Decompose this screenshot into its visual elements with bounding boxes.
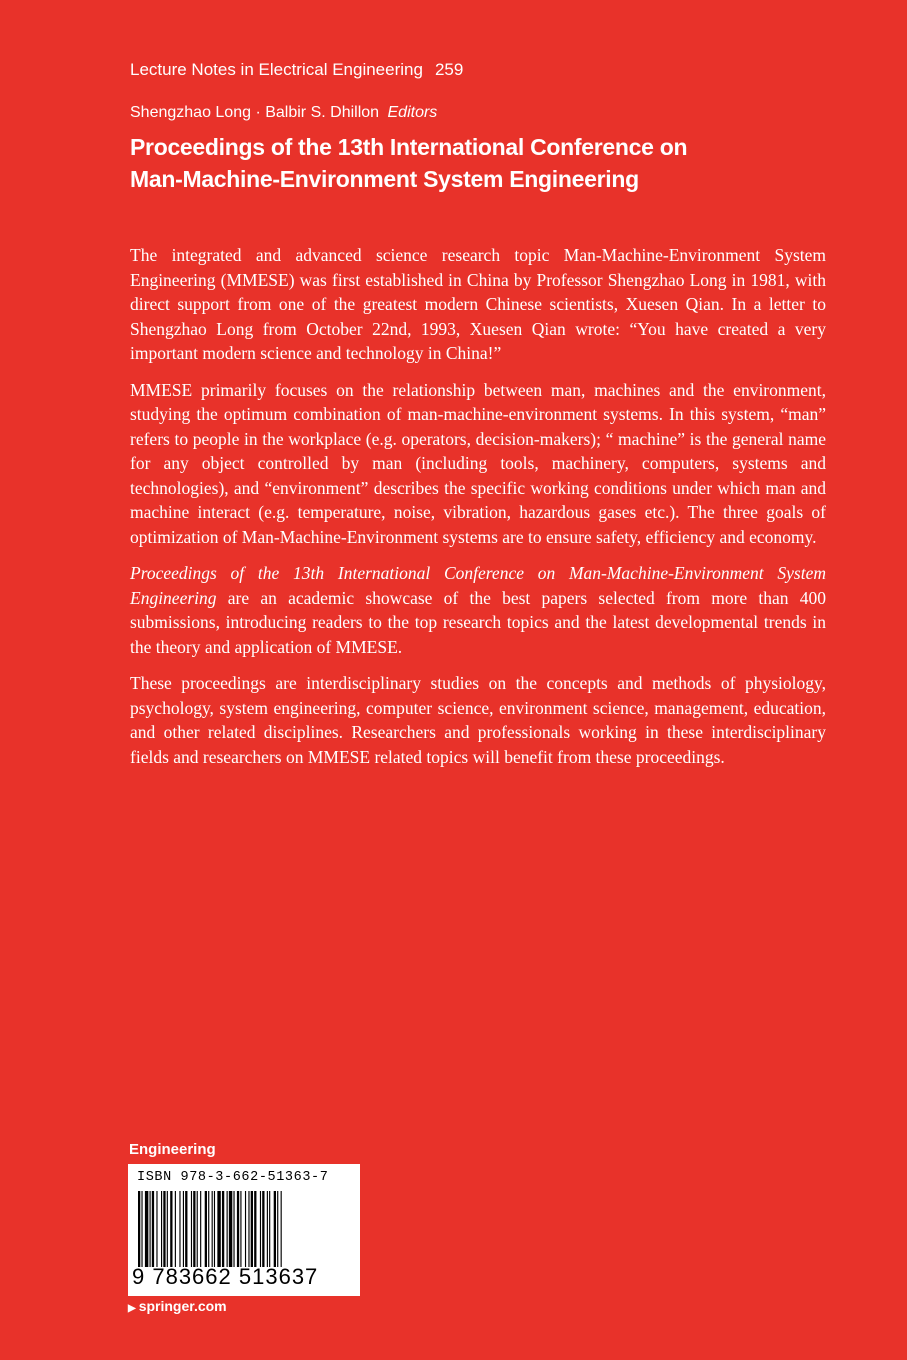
barcode-bar (183, 1191, 184, 1267)
editor-role: Editors (387, 104, 438, 121)
barcode-bar (251, 1191, 253, 1267)
barcode-bar (156, 1191, 157, 1267)
series-number: 259 (434, 60, 464, 79)
barcode-bar (229, 1191, 232, 1267)
barcode-bar (274, 1191, 276, 1267)
barcode-bar (152, 1191, 154, 1267)
barcode-bar (170, 1191, 172, 1267)
barcode-bar (212, 1191, 213, 1267)
isbn-label: ISBN 978-3-662-51363-7 (137, 1170, 329, 1185)
barcode-bar (205, 1191, 207, 1267)
series-name: Lecture Notes in Electrical Engineering (130, 60, 423, 79)
barcode-bar (138, 1191, 140, 1267)
barcode-bar (214, 1191, 215, 1267)
barcode-bars (138, 1191, 348, 1267)
blurb-paragraph-3-rest: are an academic showcase of the best papers selected from more than 400 submissions, introducing readers to the top research topics and the latest developmental trends in the theory and application of MMESE. (130, 587, 826, 657)
barcode-bar (262, 1191, 264, 1267)
barcode-bar (150, 1191, 151, 1267)
barcode-bar (200, 1191, 201, 1267)
arrow-right-icon: ▶ (128, 1303, 136, 1314)
barcode-bar (227, 1191, 228, 1267)
barcode-bar (245, 1191, 246, 1267)
barcode-bar (175, 1191, 176, 1267)
editor-names: Shengzhao Long · Balbir S. Dhillon (130, 104, 380, 121)
barcode-bar (161, 1191, 162, 1267)
barcode-bar (145, 1191, 148, 1267)
blurb (130, 243, 826, 781)
barcode-bar (167, 1191, 168, 1267)
barcode-bar (240, 1191, 241, 1267)
barcode-bar (277, 1191, 278, 1267)
series-title (130, 60, 463, 80)
barcode-bar (197, 1191, 198, 1267)
book-title (130, 131, 830, 195)
barcode-bar (141, 1191, 142, 1267)
barcode-bar (260, 1191, 261, 1267)
barcode-bar (185, 1191, 187, 1267)
barcode-bar (163, 1191, 165, 1267)
barcode-bar (254, 1191, 256, 1267)
barcode-bar (222, 1191, 224, 1267)
barcode-bar (193, 1191, 195, 1267)
book-title-line1: Proceedings of the 13th International Conference on (130, 134, 688, 160)
barcode-digits: 9 783662 513637 (132, 1264, 319, 1289)
barcode-bar (208, 1191, 209, 1267)
barcode-bar (269, 1191, 270, 1267)
editors (130, 104, 437, 122)
blurb-paragraph-4: These proceedings are interdisciplinary studies on the concepts and methods of physiology, psychology, system engineering, computer science, environment science, management, education, and other related disciplines. Researchers and professionals working in these interdisciplinary fields and researchers on MMESE related topics will benefit from these proceedings. (130, 673, 826, 767)
barcode-bar (233, 1191, 234, 1267)
isbn-barcode (128, 1164, 360, 1296)
blurb-paragraph-1: The integrated and advanced science research topic Man-Machine-Environment System Engineering (MMESE) was first established in China by Professor Shengzhao Long in 1981, with direct support from one of the greatest modern Chinese scientists, Xuesen Qian. In a letter to Shengzhao Long from October 22nd, 1993, Xuesen Qian wrote: “You have created a very important modern science and technology in China!” (130, 245, 826, 363)
blurb-paragraph-3-italic: Proceedings of the 13th International Conference on Man-Machine-Environment System Engineering (130, 563, 826, 608)
blurb-paragraph-3 (130, 561, 826, 659)
book-title-line2: Man-Machine-Environment System Engineering (130, 166, 639, 192)
barcode-bar (191, 1191, 192, 1267)
barcode-bar (217, 1191, 220, 1267)
blurb-paragraph-2: MMESE primarily focuses on the relationship between man, machines and the environment, studying the optimum combination of man-machine-environment systems. In this system, “man” refers to people in the workplace (e.g. operators, decision-makers); “ machine” is the general name for any object controlled by man (including tools, machinery, computers, systems and technologies), and “environment” describes the specific working conditions under which man and machine interact (e.g. temperature, noise, vibration, hazardous gases etc.). The three goals of optimization of Man-Machine-Environment systems are to ensure safety, efficiency and economy. (130, 379, 826, 547)
barcode-bar (248, 1191, 249, 1267)
barcode-bar (179, 1191, 180, 1267)
publisher-website[interactable] (128, 1298, 227, 1314)
barcode-bar (281, 1191, 282, 1267)
subject-category: Engineering (129, 1141, 216, 1158)
barcode-bar (237, 1191, 239, 1267)
website-text: springer.com (138, 1298, 227, 1314)
barcode-bar (267, 1191, 268, 1267)
